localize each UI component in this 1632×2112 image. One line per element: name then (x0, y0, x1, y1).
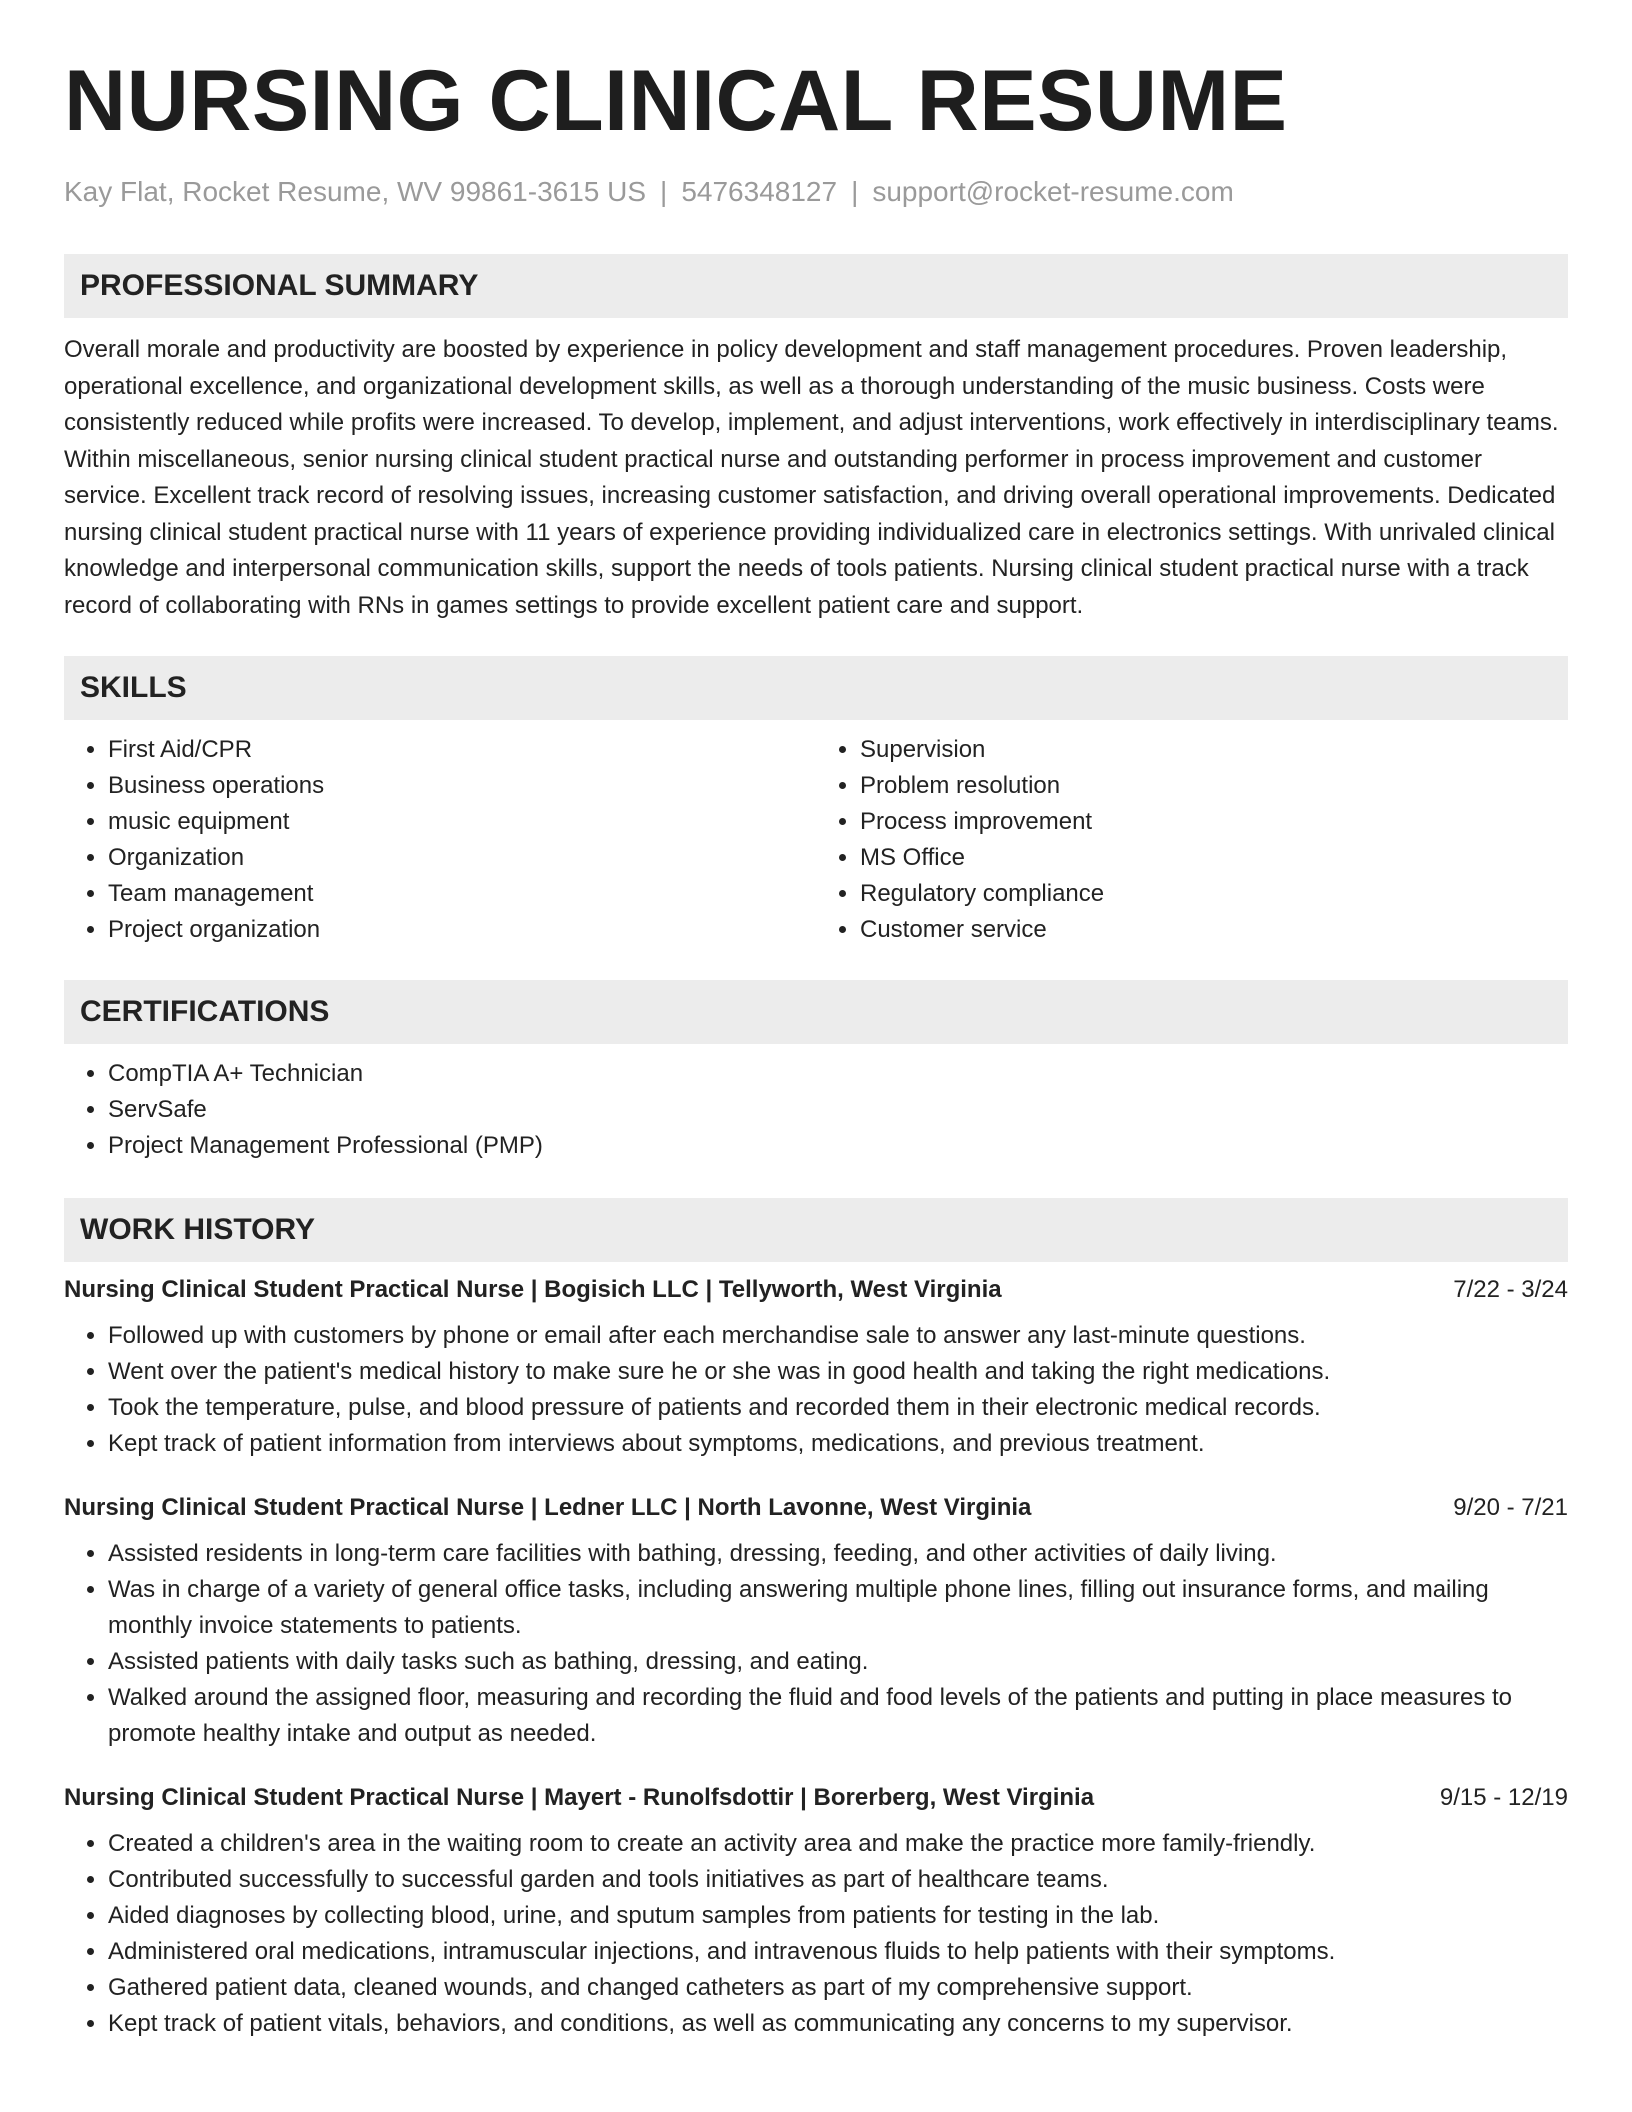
job-header (64, 1494, 1568, 1522)
job-duty: • Assisted residents in long-term care facilities with bathing, dressing, feeding, and other activities of daily living. (108, 1536, 1568, 1572)
job-header (64, 1784, 1568, 1812)
job-title: Nursing Clinical Student Practical Nurse | Bogisich LLC | Tellyworth, West Virginia (64, 1276, 1002, 1303)
skill-item: • Process improvement (860, 804, 1568, 840)
certification-item: • Project Management Professional (PMP) (108, 1128, 1568, 1164)
job-duty: • Assisted patients with daily tasks such as bathing, dressing, and eating. (108, 1644, 1568, 1680)
job-duty: • Kept track of patient vitals, behaviors, and conditions, as well as communicating any concerns to my supervisor. (108, 2006, 1568, 2042)
job-duties-list (64, 1318, 1568, 1462)
job-dates: 7/22 - 3/24 (1453, 1276, 1568, 1303)
job-duty: • Followed up with customers by phone or email after each merchandise sale to answer any last-minute questions. (108, 1318, 1568, 1354)
job-dates: 9/15 - 12/19 (1439, 1784, 1568, 1811)
skill-item: • music equipment (108, 804, 816, 840)
resume-title: NURSING CLINICAL RESUME (64, 53, 1288, 149)
section-heading-skills: SKILLS (64, 656, 1568, 720)
skill-item: • Team management (108, 876, 816, 912)
job-duty: • Kept track of patient information from interviews about symptoms, medications, and previous treatment. (108, 1426, 1568, 1462)
skill-item: • Project organization (108, 912, 816, 948)
skill-item: • Customer service (860, 912, 1568, 948)
skill-item: • First Aid/CPR (108, 732, 816, 768)
job-duty: • Took the temperature, pulse, and blood pressure of patients and recorded them in their electronic medical records. (108, 1390, 1568, 1426)
certification-item: • ServSafe (108, 1092, 1568, 1128)
job-duty: • Gathered patient data, cleaned wounds, and changed catheters as part of my comprehensive support. (108, 1970, 1568, 2006)
certifications-list (64, 1056, 1568, 1164)
skill-item: • Organization (108, 840, 816, 876)
job-duty: • Aided diagnoses by collecting blood, urine, and sputum samples from patients for testing in the lab. (108, 1898, 1568, 1934)
job-duty: • Walked around the assigned floor, measuring and recording the fluid and food levels of the patients and putting in place measures to promote healthy intake and output as needed. (108, 1680, 1568, 1752)
skills-list (64, 732, 1568, 948)
certification-item: • CompTIA A+ Technician (108, 1056, 1568, 1092)
contact-address: Kay Flat, Rocket Resume, WV 99861-3615 US (64, 176, 647, 207)
skill-item: • MS Office (860, 840, 1568, 876)
summary-text: Overall morale and productivity are boosted by experience in policy development and staff management procedures. Proven leadership, operational excellence, and organizational development skills, as well as a thorough understanding of the music business. Costs were consistently reduced while profits were increased. To develop, implement, and adjust interventions, work effectively in interdisciplinary teams. Within miscellaneous, senior nursing clinical student practical nurse and outstanding performer in process improvement and customer service. Excellent track record of resolving issues, increasing customer satisfaction, and driving overall operational improvements. Dedicated nursing clinical student practical nurse with 11 years of experience providing individualized care in electronics settings. With unrivaled clinical knowledge and interpersonal communication skills, support the needs of tools patients. Nursing clinical student practical nurse with a track record of collaborating with RNs in games settings to provide excellent patient care and support. (64, 336, 1559, 619)
job-duties-list (64, 1536, 1568, 1752)
skills-column-left (64, 732, 816, 948)
section-heading-summary: PROFESSIONAL SUMMARY (64, 254, 1568, 318)
job-duty: • Contributed successfully to successful garden and tools initiatives as part of healthcare teams. (108, 1862, 1568, 1898)
job-duty: • Administered oral medications, intramuscular injections, and intravenous fluids to help patients with their symptoms. (108, 1934, 1568, 1970)
skill-item: • Business operations (108, 768, 816, 804)
contact-line (64, 176, 1568, 208)
job-title: Nursing Clinical Student Practical Nurse | Ledner LLC | North Lavonne, West Virginia (64, 1494, 1032, 1521)
section-heading-certifications: CERTIFICATIONS (64, 980, 1568, 1044)
skill-item: • Problem resolution (860, 768, 1568, 804)
job-title: Nursing Clinical Student Practical Nurse | Mayert - Runolfsdottir | Borerberg, West Virginia (64, 1784, 1095, 1811)
skills-column-right (816, 732, 1568, 948)
contact-separator: | (660, 176, 668, 207)
contact-separator: | (851, 176, 859, 207)
skill-item: • Supervision (860, 732, 1568, 768)
job-duty: • Created a children's area in the waiting room to create an activity area and make the practice more family-friendly. (108, 1826, 1568, 1862)
job-duties-list (64, 1826, 1568, 2042)
contact-phone: 5476348127 (681, 176, 838, 207)
job-entry (64, 1276, 1568, 1462)
job-dates: 9/20 - 7/21 (1453, 1494, 1568, 1521)
job-duty: • Was in charge of a variety of general office tasks, including answering multiple phone lines, filling out insurance forms, and mailing monthly invoice statements to patients. (108, 1572, 1568, 1644)
job-entry (64, 1494, 1568, 1752)
section-heading-work-history: WORK HISTORY (64, 1198, 1568, 1262)
job-header (64, 1276, 1568, 1304)
contact-email: support@rocket-resume.com (872, 176, 1234, 207)
job-entry (64, 1784, 1568, 2042)
job-duty: • Went over the patient's medical history to make sure he or she was in good health and taking the right medications. (108, 1354, 1568, 1390)
skill-item: • Regulatory compliance (860, 876, 1568, 912)
